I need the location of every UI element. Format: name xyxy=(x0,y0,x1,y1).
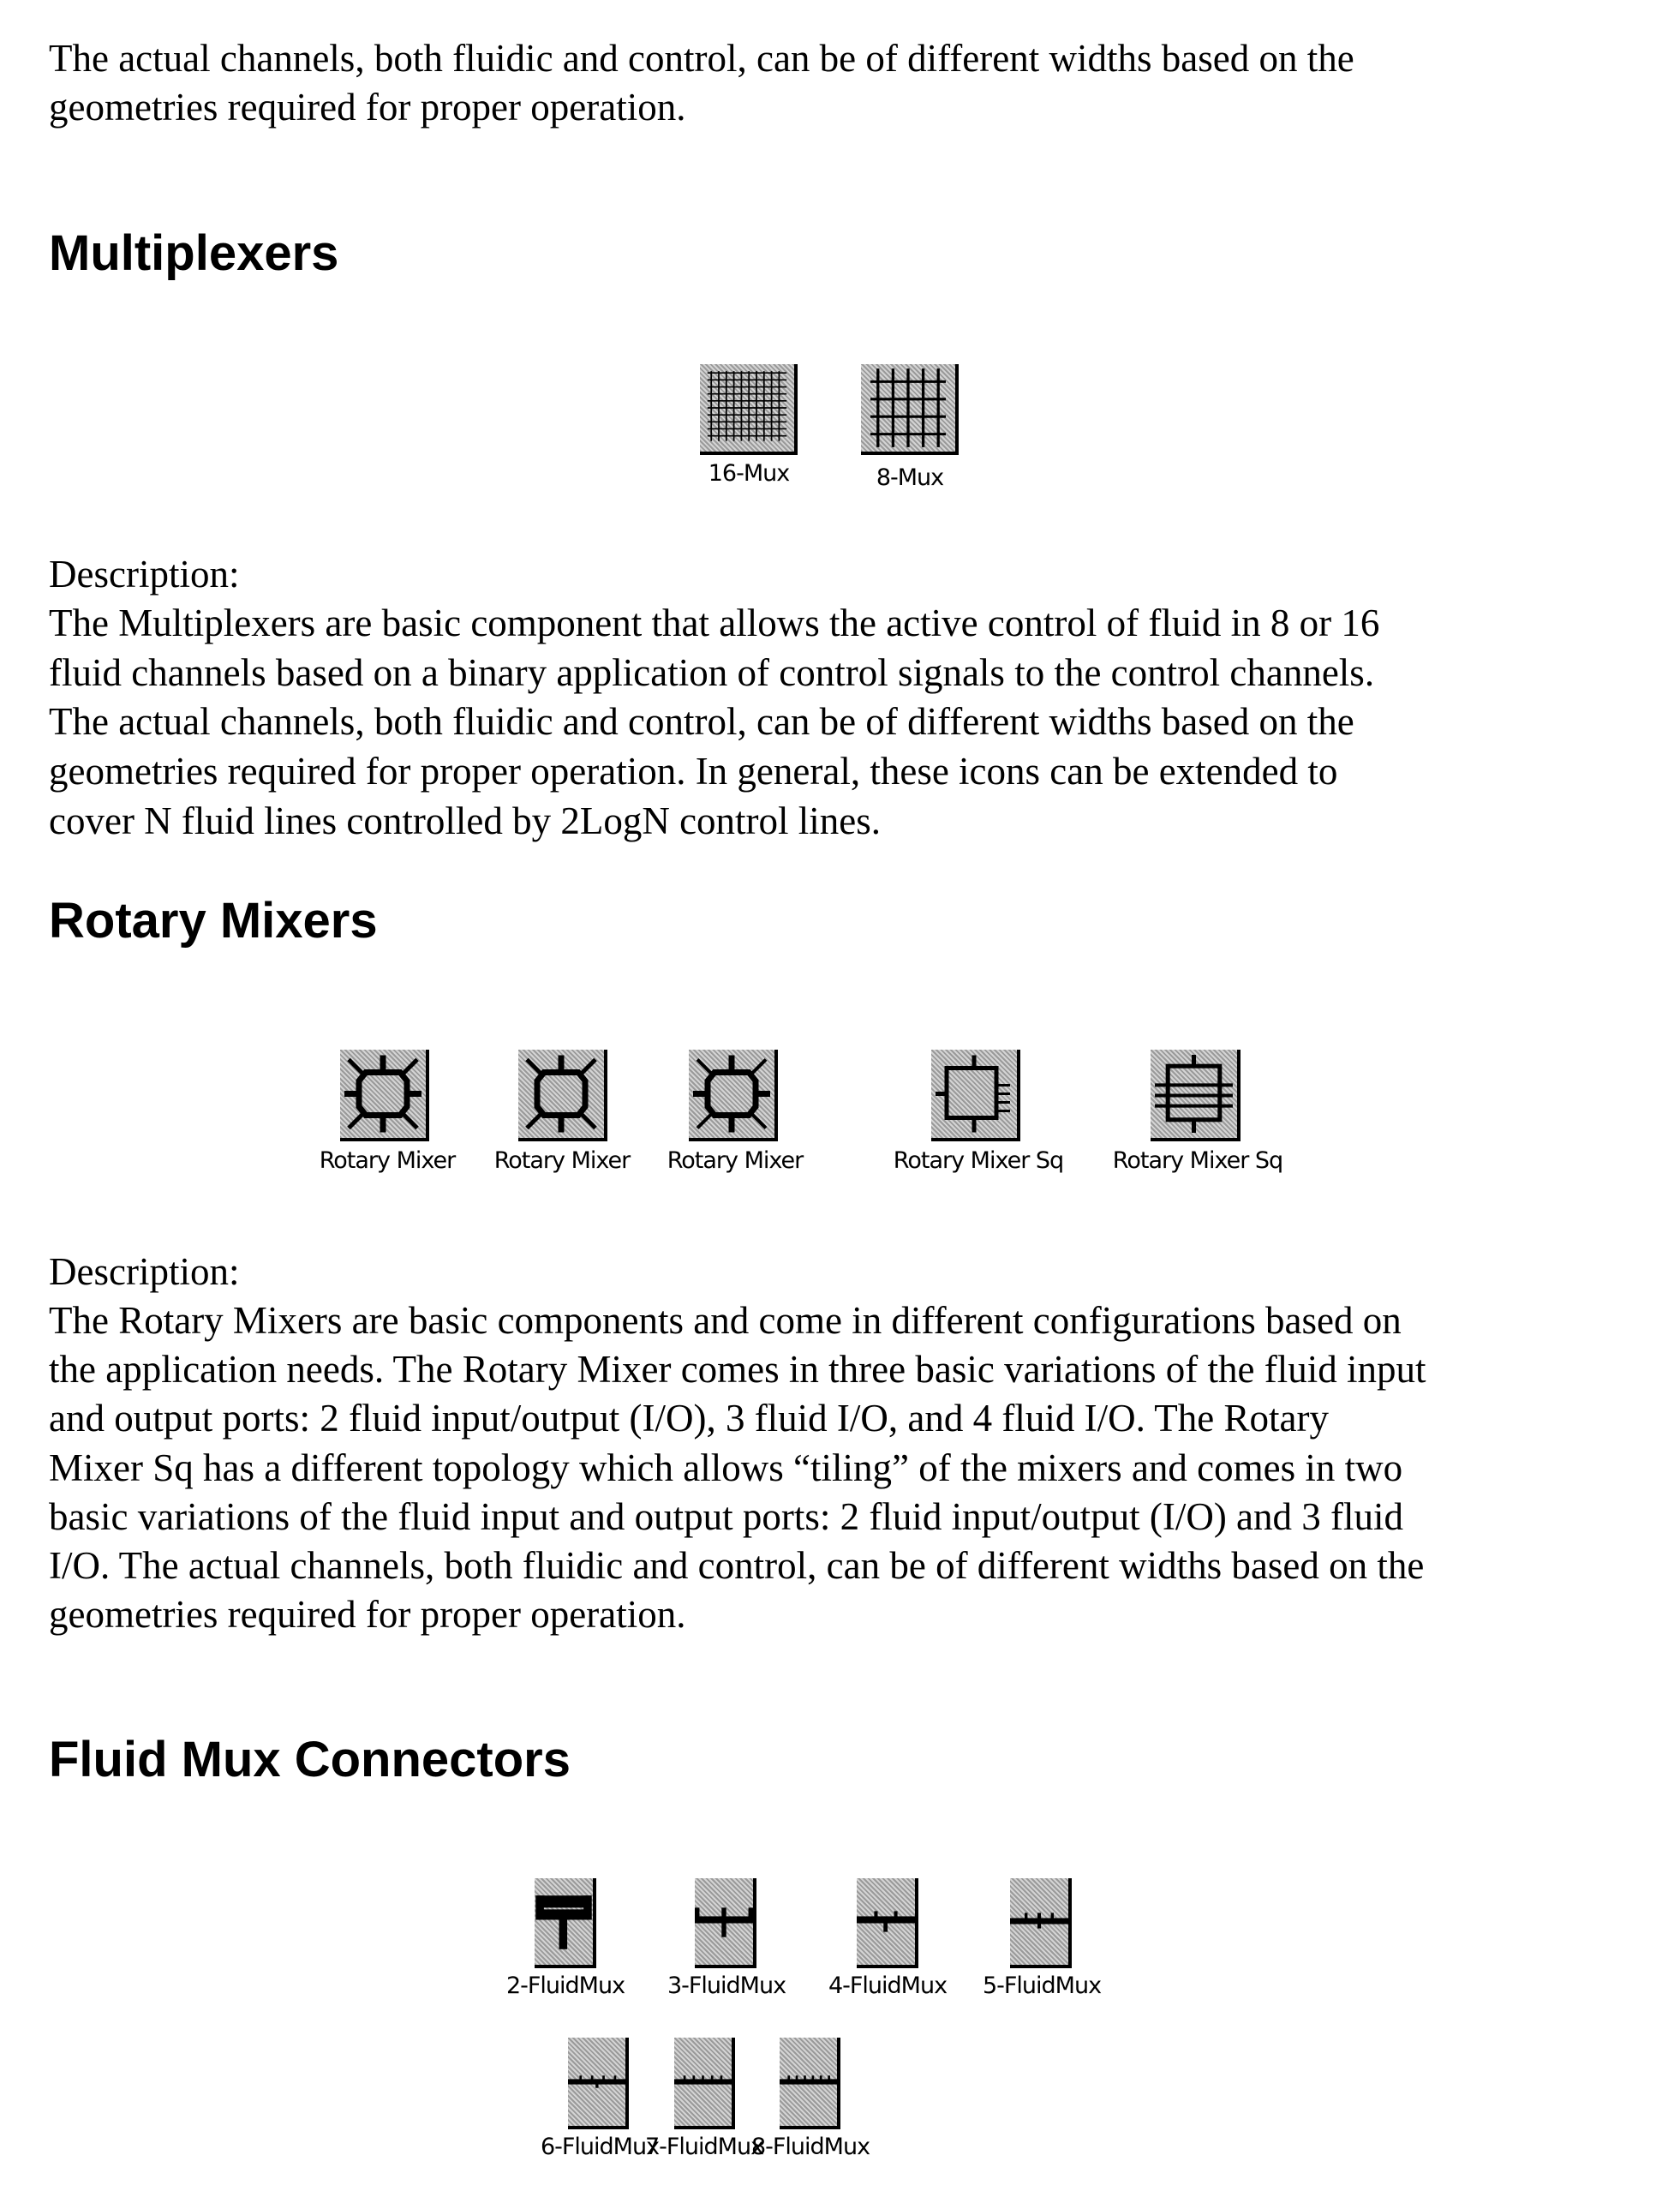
rotary-label: Rotary Mixer xyxy=(320,1147,456,1174)
rotary-label: Rotary Mixer Sq xyxy=(894,1147,1063,1174)
rotary-label: Rotary Mixer xyxy=(494,1147,631,1174)
mux-label: 16-Mux xyxy=(708,460,790,487)
description-line: basic variations of the fluid input and output ports: 2 fluid input/output (I/O) and 3 fluid xyxy=(49,1493,1403,1542)
intro-line: The actual channels, both fluidic and control, can be of different widths based on the xyxy=(49,34,1354,83)
fluidmux-2-icon[interactable] xyxy=(535,1878,596,1968)
description-line: cover N fluid lines controlled by 2LogN control lines. xyxy=(49,797,881,846)
intro-line: geometries required for proper operation. xyxy=(49,83,685,132)
fluidmux-5-icon[interactable] xyxy=(1010,1878,1072,1968)
fluidmux-label: 7-FluidMux xyxy=(645,2134,763,2160)
fluidmux-7-icon[interactable] xyxy=(674,2038,735,2129)
heading-rotary-mixers: Rotary Mixers xyxy=(49,892,378,949)
description-line: I/O. The actual channels, both fluidic and control, can be of different widths based on the xyxy=(49,1542,1424,1590)
description-line: The Multiplexers are basic component that allows the active control of fluid in 8 or 16 xyxy=(49,599,1379,648)
fluidmux-label: 2-FluidMux xyxy=(506,1973,625,1999)
description-line: The actual channels, both fluidic and control, can be of different widths based on the xyxy=(49,697,1354,746)
rotary-mixer-icon[interactable] xyxy=(689,1050,778,1141)
mux-8-icon[interactable] xyxy=(861,364,959,455)
fluidmux-label: 6-FluidMux xyxy=(541,2134,659,2160)
fluidmux-4-icon[interactable] xyxy=(857,1878,918,1968)
fluidmux-label: 5-FluidMux xyxy=(983,1973,1101,1999)
mux-16-icon[interactable] xyxy=(700,364,798,455)
rotary-mixer-sq-icon[interactable] xyxy=(1151,1050,1241,1141)
heading-multiplexers: Multiplexers xyxy=(49,224,338,282)
description-line: The Rotary Mixers are basic components and come in different configurations based on xyxy=(49,1296,1402,1345)
rotary-mixer-icon[interactable] xyxy=(518,1050,607,1141)
description-line: Mixer Sq has a different topology which allows “tiling” of the mixers and comes in two xyxy=(49,1444,1402,1493)
rotary-label: Rotary Mixer Sq xyxy=(1113,1147,1282,1174)
description-line: geometries required for proper operation. In general, these icons can be extended to xyxy=(49,747,1337,796)
mux-label: 8-Mux xyxy=(876,464,943,491)
description-line: geometries required for proper operation. xyxy=(49,1590,685,1639)
description-label: Description: xyxy=(49,550,239,599)
description-label: Description: xyxy=(49,1248,239,1296)
fluidmux-label: 3-FluidMux xyxy=(667,1973,786,1999)
description-line: the application needs. The Rotary Mixer comes in three basic variations of the fluid input xyxy=(49,1345,1426,1394)
fluidmux-8-icon[interactable] xyxy=(780,2038,840,2129)
fluidmux-6-icon[interactable] xyxy=(568,2038,629,2129)
description-line: fluid channels based on a binary application of control signals to the control channels. xyxy=(49,649,1374,697)
fluidmux-label: 8-FluidMux xyxy=(751,2134,870,2160)
description-line: and output ports: 2 fluid input/output (I/O), 3 fluid I/O, and 4 fluid I/O. The Rotary xyxy=(49,1394,1329,1443)
rotary-label: Rotary Mixer xyxy=(667,1147,804,1174)
fluidmux-3-icon[interactable] xyxy=(695,1878,756,1968)
fluidmux-label: 4-FluidMux xyxy=(828,1973,947,1999)
heading-fluid-mux-connectors: Fluid Mux Connectors xyxy=(49,1731,571,1788)
rotary-mixer-sq-icon[interactable] xyxy=(931,1050,1020,1141)
rotary-mixer-icon[interactable] xyxy=(340,1050,429,1141)
